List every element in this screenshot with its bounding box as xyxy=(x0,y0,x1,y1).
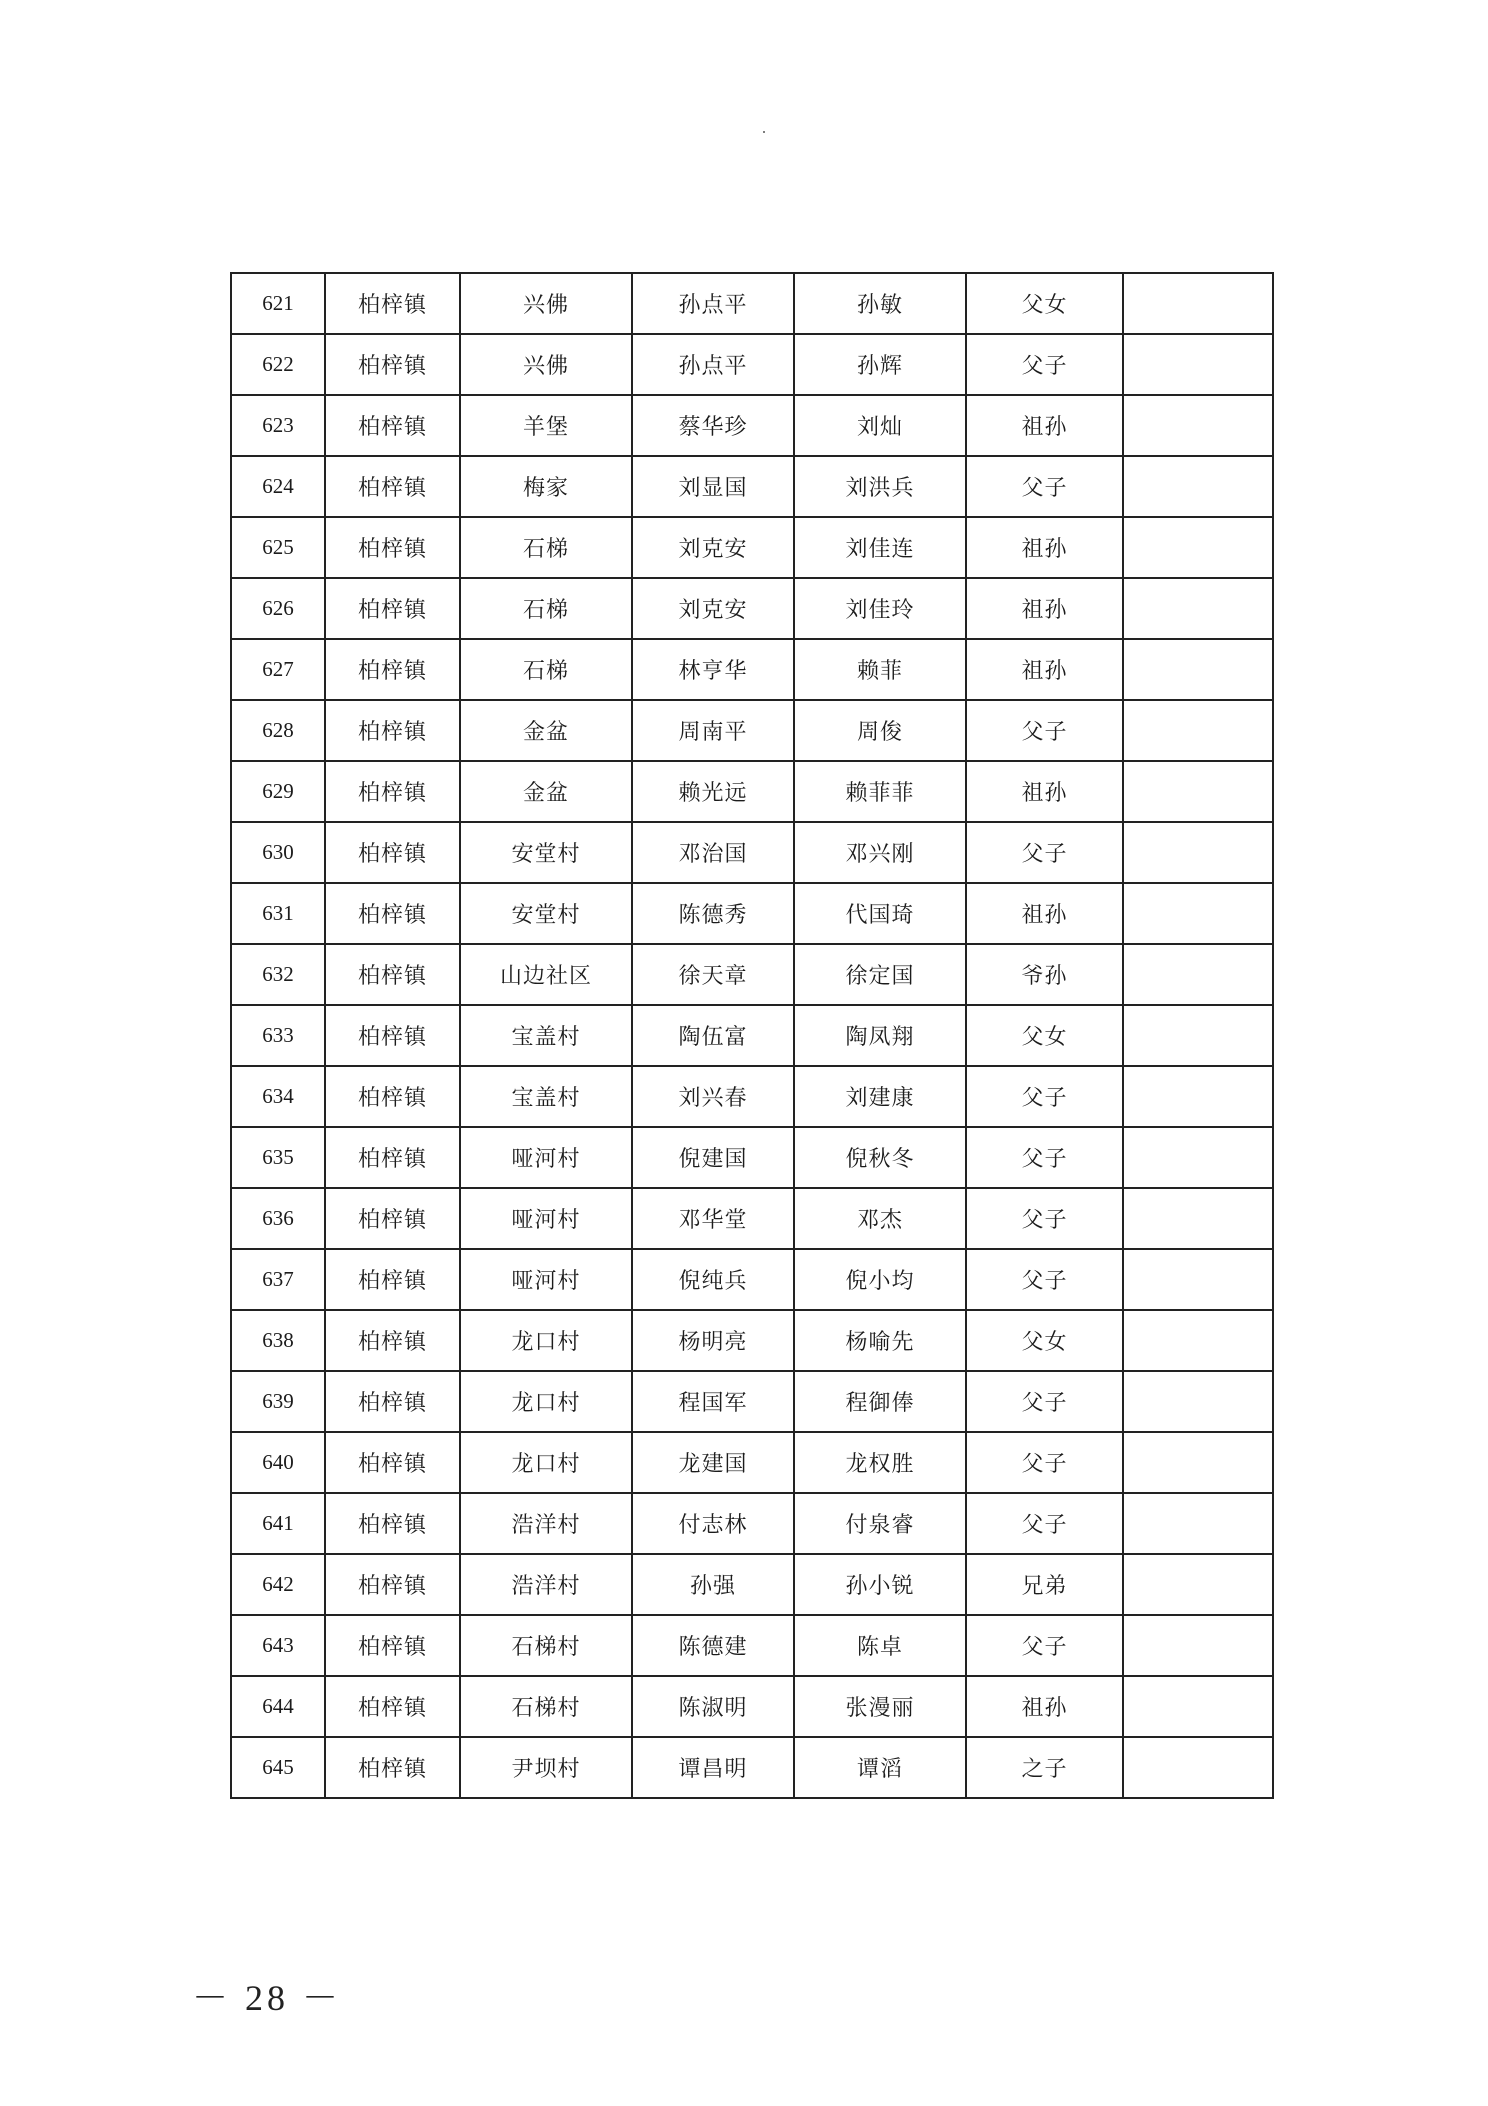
name-a-cell: 赖光远 xyxy=(632,761,794,822)
relation-cell: 祖孙 xyxy=(966,883,1123,944)
remark-cell xyxy=(1123,456,1273,517)
name-b-cell: 谭滔 xyxy=(794,1737,966,1798)
serial-cell: 621 xyxy=(231,273,325,334)
table-row xyxy=(231,334,1273,395)
name-a-cell: 邓华堂 xyxy=(632,1188,794,1249)
table-row xyxy=(231,822,1273,883)
table-body xyxy=(231,273,1273,1798)
table-row xyxy=(231,273,1273,334)
table-row xyxy=(231,1493,1273,1554)
town-cell: 柏梓镇 xyxy=(325,1676,460,1737)
table-row xyxy=(231,1188,1273,1249)
town-cell: 柏梓镇 xyxy=(325,1127,460,1188)
remark-cell xyxy=(1123,1066,1273,1127)
name-b-cell: 刘佳玲 xyxy=(794,578,966,639)
beneficiary-table xyxy=(230,272,1274,1799)
relation-cell: 祖孙 xyxy=(966,517,1123,578)
serial-cell: 635 xyxy=(231,1127,325,1188)
village-cell: 宝盖村 xyxy=(460,1066,632,1127)
name-b-cell: 杨喻先 xyxy=(794,1310,966,1371)
name-a-cell: 倪纯兵 xyxy=(632,1249,794,1310)
village-cell: 金盆 xyxy=(460,700,632,761)
serial-cell: 629 xyxy=(231,761,325,822)
serial-cell: 628 xyxy=(231,700,325,761)
remark-cell xyxy=(1123,578,1273,639)
relation-cell: 父子 xyxy=(966,1432,1123,1493)
table-row xyxy=(231,639,1273,700)
remark-cell xyxy=(1123,1493,1273,1554)
name-a-cell: 徐天章 xyxy=(632,944,794,1005)
serial-cell: 623 xyxy=(231,395,325,456)
village-cell: 龙口村 xyxy=(460,1310,632,1371)
village-cell: 石梯村 xyxy=(460,1676,632,1737)
town-cell: 柏梓镇 xyxy=(325,1432,460,1493)
remark-cell xyxy=(1123,1310,1273,1371)
table-row xyxy=(231,1310,1273,1371)
serial-cell: 634 xyxy=(231,1066,325,1127)
relation-cell: 父子 xyxy=(966,1249,1123,1310)
serial-cell: 637 xyxy=(231,1249,325,1310)
name-a-cell: 谭昌明 xyxy=(632,1737,794,1798)
village-cell: 龙口村 xyxy=(460,1432,632,1493)
town-cell: 柏梓镇 xyxy=(325,1066,460,1127)
serial-cell: 639 xyxy=(231,1371,325,1432)
village-cell: 安堂村 xyxy=(460,883,632,944)
town-cell: 柏梓镇 xyxy=(325,822,460,883)
village-cell: 金盆 xyxy=(460,761,632,822)
serial-cell: 624 xyxy=(231,456,325,517)
remark-cell xyxy=(1123,1249,1273,1310)
village-cell: 哑河村 xyxy=(460,1188,632,1249)
relation-cell: 祖孙 xyxy=(966,1676,1123,1737)
name-a-cell: 孙强 xyxy=(632,1554,794,1615)
table-row xyxy=(231,1432,1273,1493)
remark-cell xyxy=(1123,1737,1273,1798)
relation-cell: 爷孙 xyxy=(966,944,1123,1005)
village-cell: 宝盖村 xyxy=(460,1005,632,1066)
relation-cell: 父子 xyxy=(966,1127,1123,1188)
name-b-cell: 邓杰 xyxy=(794,1188,966,1249)
serial-cell: 645 xyxy=(231,1737,325,1798)
name-a-cell: 陈淑明 xyxy=(632,1676,794,1737)
town-cell: 柏梓镇 xyxy=(325,395,460,456)
town-cell: 柏梓镇 xyxy=(325,1005,460,1066)
village-cell: 浩洋村 xyxy=(460,1554,632,1615)
village-cell: 尹坝村 xyxy=(460,1737,632,1798)
name-b-cell: 张漫丽 xyxy=(794,1676,966,1737)
table-row xyxy=(231,456,1273,517)
remark-cell xyxy=(1123,334,1273,395)
town-cell: 柏梓镇 xyxy=(325,1249,460,1310)
page-number: － 28 － xyxy=(192,1978,343,2018)
name-a-cell: 林亨华 xyxy=(632,639,794,700)
town-cell: 柏梓镇 xyxy=(325,334,460,395)
name-b-cell: 孙辉 xyxy=(794,334,966,395)
name-a-cell: 付志林 xyxy=(632,1493,794,1554)
town-cell: 柏梓镇 xyxy=(325,761,460,822)
table-row xyxy=(231,517,1273,578)
town-cell: 柏梓镇 xyxy=(325,273,460,334)
village-cell: 兴佛 xyxy=(460,334,632,395)
name-b-cell: 孙小锐 xyxy=(794,1554,966,1615)
village-cell: 石梯村 xyxy=(460,1615,632,1676)
name-a-cell: 孙点平 xyxy=(632,334,794,395)
table-row xyxy=(231,1554,1273,1615)
remark-cell xyxy=(1123,1188,1273,1249)
serial-cell: 630 xyxy=(231,822,325,883)
village-cell: 山边社区 xyxy=(460,944,632,1005)
relation-cell: 父子 xyxy=(966,700,1123,761)
name-a-cell: 邓治国 xyxy=(632,822,794,883)
village-cell: 石梯 xyxy=(460,517,632,578)
name-b-cell: 倪秋冬 xyxy=(794,1127,966,1188)
name-a-cell: 刘兴春 xyxy=(632,1066,794,1127)
village-cell: 兴佛 xyxy=(460,273,632,334)
village-cell: 浩洋村 xyxy=(460,1493,632,1554)
relation-cell: 父子 xyxy=(966,1615,1123,1676)
name-b-cell: 付泉睿 xyxy=(794,1493,966,1554)
relation-cell: 父子 xyxy=(966,1066,1123,1127)
table-row xyxy=(231,1249,1273,1310)
name-b-cell: 徐定国 xyxy=(794,944,966,1005)
table-row xyxy=(231,578,1273,639)
name-b-cell: 邓兴刚 xyxy=(794,822,966,883)
serial-cell: 642 xyxy=(231,1554,325,1615)
town-cell: 柏梓镇 xyxy=(325,700,460,761)
table-row xyxy=(231,1066,1273,1127)
name-a-cell: 刘克安 xyxy=(632,517,794,578)
name-b-cell: 代国琦 xyxy=(794,883,966,944)
name-b-cell: 倪小均 xyxy=(794,1249,966,1310)
scan-speck xyxy=(763,131,765,133)
remark-cell xyxy=(1123,822,1273,883)
name-b-cell: 赖菲菲 xyxy=(794,761,966,822)
village-cell: 石梯 xyxy=(460,578,632,639)
name-b-cell: 孙敏 xyxy=(794,273,966,334)
relation-cell: 祖孙 xyxy=(966,761,1123,822)
table-row xyxy=(231,761,1273,822)
name-a-cell: 杨明亮 xyxy=(632,1310,794,1371)
name-a-cell: 倪建国 xyxy=(632,1127,794,1188)
relation-cell: 父女 xyxy=(966,1310,1123,1371)
name-b-cell: 龙权胜 xyxy=(794,1432,966,1493)
relation-cell: 祖孙 xyxy=(966,639,1123,700)
table-row xyxy=(231,395,1273,456)
serial-cell: 626 xyxy=(231,578,325,639)
town-cell: 柏梓镇 xyxy=(325,578,460,639)
remark-cell xyxy=(1123,761,1273,822)
remark-cell xyxy=(1123,1615,1273,1676)
remark-cell xyxy=(1123,1554,1273,1615)
table-row xyxy=(231,700,1273,761)
relation-cell: 父子 xyxy=(966,334,1123,395)
name-a-cell: 周南平 xyxy=(632,700,794,761)
relation-cell: 父子 xyxy=(966,1493,1123,1554)
town-cell: 柏梓镇 xyxy=(325,456,460,517)
name-a-cell: 刘显国 xyxy=(632,456,794,517)
serial-cell: 631 xyxy=(231,883,325,944)
name-b-cell: 陶凤翔 xyxy=(794,1005,966,1066)
table-row xyxy=(231,944,1273,1005)
town-cell: 柏梓镇 xyxy=(325,1188,460,1249)
relation-cell: 之子 xyxy=(966,1737,1123,1798)
remark-cell xyxy=(1123,1676,1273,1737)
relation-cell: 父子 xyxy=(966,822,1123,883)
serial-cell: 633 xyxy=(231,1005,325,1066)
town-cell: 柏梓镇 xyxy=(325,517,460,578)
name-a-cell: 龙建国 xyxy=(632,1432,794,1493)
village-cell: 哑河村 xyxy=(460,1127,632,1188)
relation-cell: 父子 xyxy=(966,456,1123,517)
serial-cell: 622 xyxy=(231,334,325,395)
serial-cell: 625 xyxy=(231,517,325,578)
remark-cell xyxy=(1123,1432,1273,1493)
remark-cell xyxy=(1123,700,1273,761)
serial-cell: 640 xyxy=(231,1432,325,1493)
remark-cell xyxy=(1123,395,1273,456)
serial-cell: 632 xyxy=(231,944,325,1005)
village-cell: 梅家 xyxy=(460,456,632,517)
table-row xyxy=(231,1737,1273,1798)
name-a-cell: 陈德建 xyxy=(632,1615,794,1676)
village-cell: 龙口村 xyxy=(460,1371,632,1432)
relation-cell: 祖孙 xyxy=(966,395,1123,456)
town-cell: 柏梓镇 xyxy=(325,883,460,944)
name-a-cell: 蔡华珍 xyxy=(632,395,794,456)
village-cell: 哑河村 xyxy=(460,1249,632,1310)
remark-cell xyxy=(1123,1371,1273,1432)
serial-cell: 636 xyxy=(231,1188,325,1249)
name-a-cell: 陶伍富 xyxy=(632,1005,794,1066)
serial-cell: 644 xyxy=(231,1676,325,1737)
town-cell: 柏梓镇 xyxy=(325,1554,460,1615)
remark-cell xyxy=(1123,639,1273,700)
serial-cell: 641 xyxy=(231,1493,325,1554)
relation-cell: 父子 xyxy=(966,1188,1123,1249)
name-b-cell: 程御俸 xyxy=(794,1371,966,1432)
village-cell: 羊堡 xyxy=(460,395,632,456)
village-cell: 安堂村 xyxy=(460,822,632,883)
serial-cell: 627 xyxy=(231,639,325,700)
name-b-cell: 周俊 xyxy=(794,700,966,761)
town-cell: 柏梓镇 xyxy=(325,1737,460,1798)
town-cell: 柏梓镇 xyxy=(325,1310,460,1371)
serial-cell: 643 xyxy=(231,1615,325,1676)
village-cell: 石梯 xyxy=(460,639,632,700)
relation-cell: 父女 xyxy=(966,1005,1123,1066)
table-row xyxy=(231,1005,1273,1066)
table-row xyxy=(231,1371,1273,1432)
relation-cell: 兄弟 xyxy=(966,1554,1123,1615)
town-cell: 柏梓镇 xyxy=(325,1615,460,1676)
name-b-cell: 刘灿 xyxy=(794,395,966,456)
town-cell: 柏梓镇 xyxy=(325,1493,460,1554)
town-cell: 柏梓镇 xyxy=(325,944,460,1005)
remark-cell xyxy=(1123,517,1273,578)
relation-cell: 父女 xyxy=(966,273,1123,334)
name-a-cell: 陈德秀 xyxy=(632,883,794,944)
name-b-cell: 刘佳连 xyxy=(794,517,966,578)
town-cell: 柏梓镇 xyxy=(325,639,460,700)
remark-cell xyxy=(1123,944,1273,1005)
remark-cell xyxy=(1123,1005,1273,1066)
table-row xyxy=(231,883,1273,944)
name-b-cell: 刘洪兵 xyxy=(794,456,966,517)
name-a-cell: 程国军 xyxy=(632,1371,794,1432)
name-b-cell: 赖菲 xyxy=(794,639,966,700)
relation-cell: 祖孙 xyxy=(966,578,1123,639)
remark-cell xyxy=(1123,1127,1273,1188)
relation-cell: 父子 xyxy=(966,1371,1123,1432)
table-row xyxy=(231,1676,1273,1737)
remark-cell xyxy=(1123,273,1273,334)
table-row xyxy=(231,1615,1273,1676)
name-a-cell: 孙点平 xyxy=(632,273,794,334)
serial-cell: 638 xyxy=(231,1310,325,1371)
remark-cell xyxy=(1123,883,1273,944)
town-cell: 柏梓镇 xyxy=(325,1371,460,1432)
name-b-cell: 陈卓 xyxy=(794,1615,966,1676)
table-row xyxy=(231,1127,1273,1188)
name-b-cell: 刘建康 xyxy=(794,1066,966,1127)
name-a-cell: 刘克安 xyxy=(632,578,794,639)
